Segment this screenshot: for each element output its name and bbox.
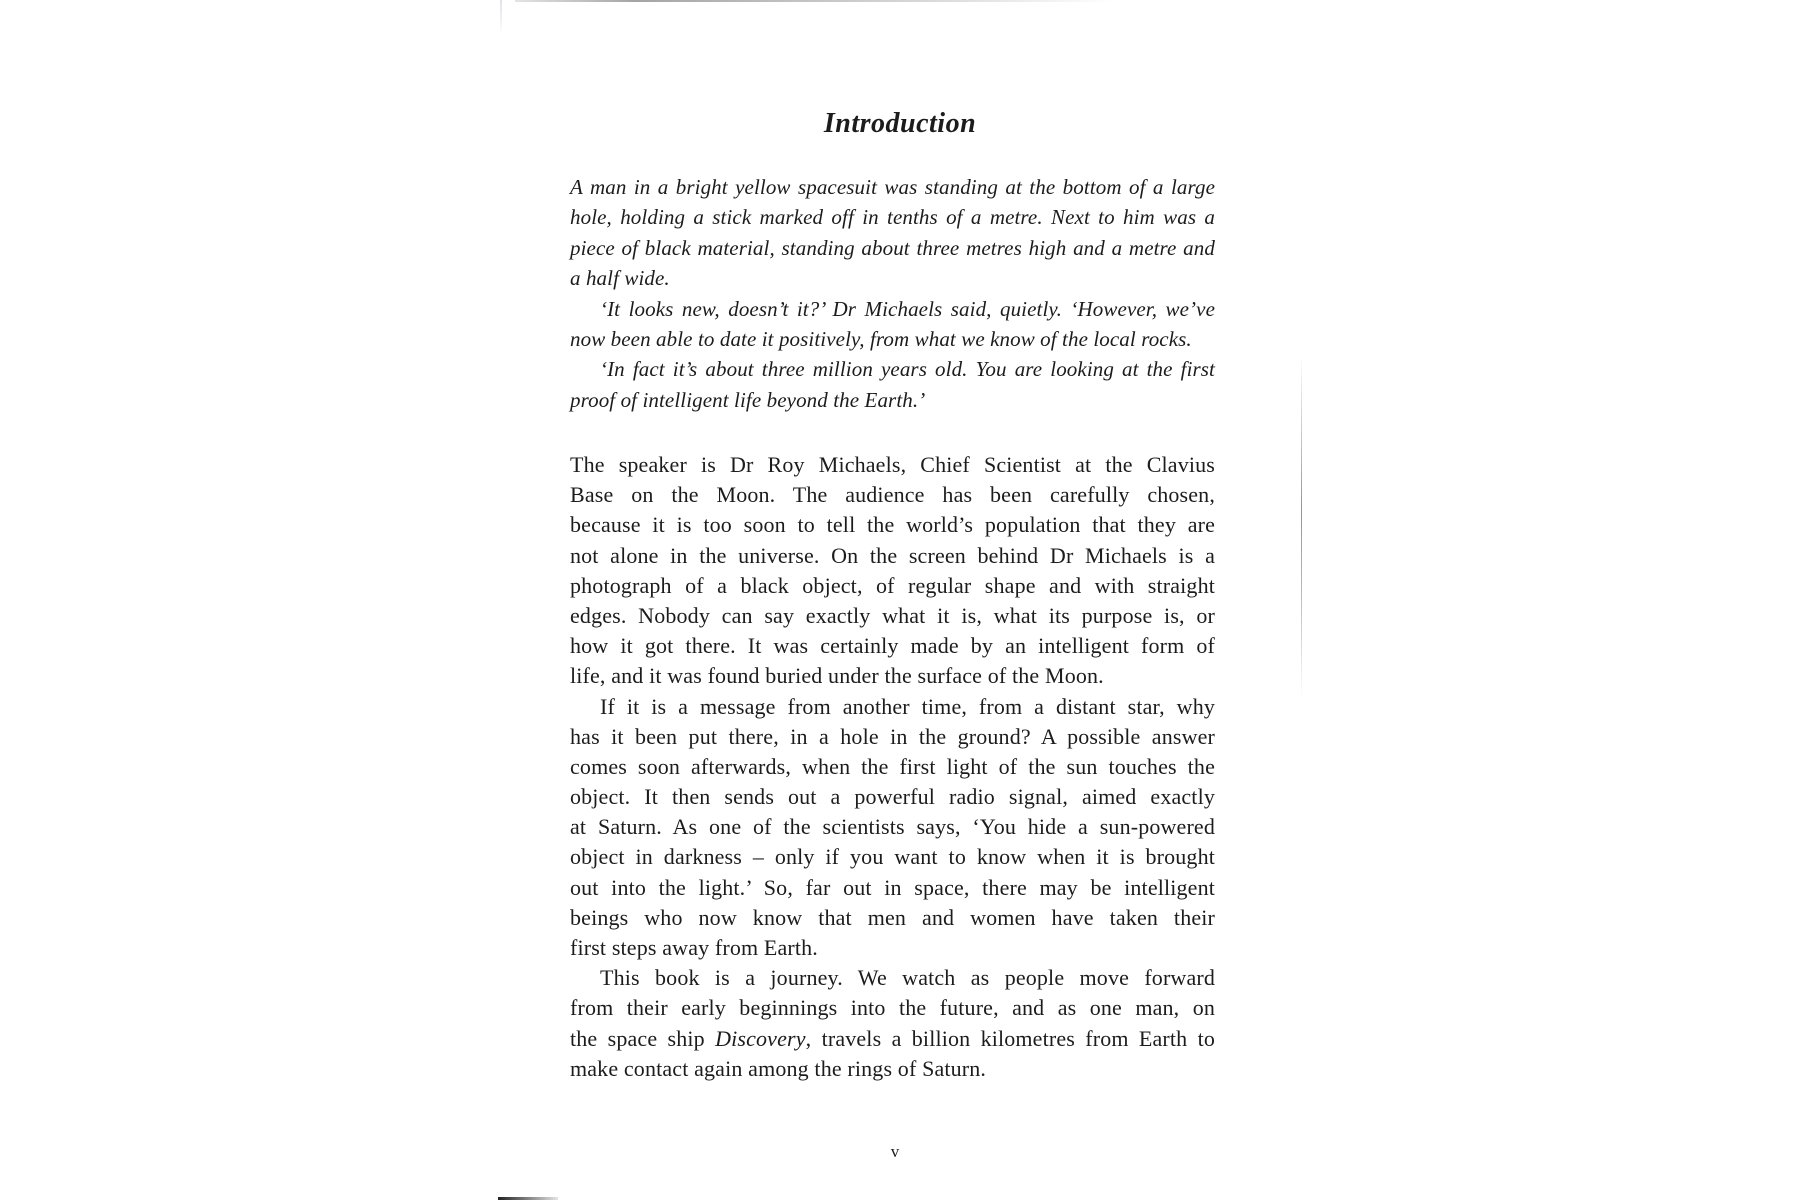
body-line: out into the light.’ So, far out in space, there may be intelligent xyxy=(570,874,1215,900)
epigraph-line: hole, holding a stick marked off in tenths of a metre. Next to him was a xyxy=(570,205,1215,230)
text-run: the space ship xyxy=(570,1025,716,1051)
body-line: first steps away from Earth. xyxy=(570,935,818,960)
epigraph-line: ‘In fact it’s about three million years old. You are looking at the first xyxy=(600,357,1215,382)
body-line: photograph of a black object, of regular shape and with straight xyxy=(570,572,1215,598)
body-text xyxy=(570,450,1215,1084)
body-line: how it got there. It was certainly made by an intelligent form of xyxy=(570,633,1215,659)
page-number: v xyxy=(890,1142,900,1161)
ship-name: Discovery xyxy=(715,1025,806,1051)
gutter-shadow-line xyxy=(1301,355,1302,700)
body-line: make contact again among the rings of Saturn. xyxy=(570,1055,987,1081)
epigraph-line: piece of black material, standing about three metres high and a metre and xyxy=(570,235,1215,260)
epigraph-line: now been able to date it positively, from what we know of the local rocks. xyxy=(570,326,1192,351)
epigraph-line: A man in a bright yellow spacesuit was standing at the bottom of a large xyxy=(570,175,1215,199)
body-line: beings who now know that men and women have taken their xyxy=(570,904,1215,930)
body-line xyxy=(570,1024,1215,1054)
body-line: object. It then sends out a powerful radio signal, aimed exactly xyxy=(570,784,1215,810)
body-line: The speaker is Dr Roy Michaels, Chief Scientist at the Clavius xyxy=(570,452,1215,477)
body-line: edges. Nobody can say exactly what it is, what its purpose is, or xyxy=(570,602,1215,628)
body-line: from their early beginnings into the future, and as one man, on xyxy=(570,995,1215,1021)
page-title: Introduction xyxy=(823,108,977,139)
page-edge-top-shadow xyxy=(515,0,1115,2)
body-line: not alone in the universe. On the screen behind Dr Michaels is a xyxy=(570,542,1215,568)
body-line: object in darkness – only if you want to know when it is brought xyxy=(570,844,1215,870)
body-line: at Saturn. As one of the scientists says, ‘You hide a sun-powered xyxy=(570,814,1215,840)
epigraph-line: ‘It looks new, doesn’t it?’ Dr Michaels said, quietly. ‘However, we’ve xyxy=(600,296,1215,321)
body-line: because it is too soon to tell the world’s population that they are xyxy=(570,512,1215,538)
text-run: , travels a billion kilometres from Earth to xyxy=(805,1025,1215,1051)
epigraph xyxy=(570,172,1215,415)
body-line: comes soon afterwards, when the first light of the sun touches the xyxy=(570,753,1215,779)
epigraph-line: a half wide. xyxy=(570,266,670,291)
body-line: has it been put there, in a hole in the ground? A possible answer xyxy=(570,723,1215,749)
epigraph-line: proof of intelligent life beyond the Earth.’ xyxy=(570,387,926,412)
page-edge-left-shadow xyxy=(500,0,502,35)
body-line: life, and it was found buried under the surface of the Moon. xyxy=(570,663,1104,689)
body-line: This book is a journey. We watch as people move forward xyxy=(600,965,1215,991)
body-line: If it is a message from another time, from a distant star, why xyxy=(600,693,1215,719)
body-line: Base on the Moon. The audience has been carefully chosen, xyxy=(570,482,1215,508)
